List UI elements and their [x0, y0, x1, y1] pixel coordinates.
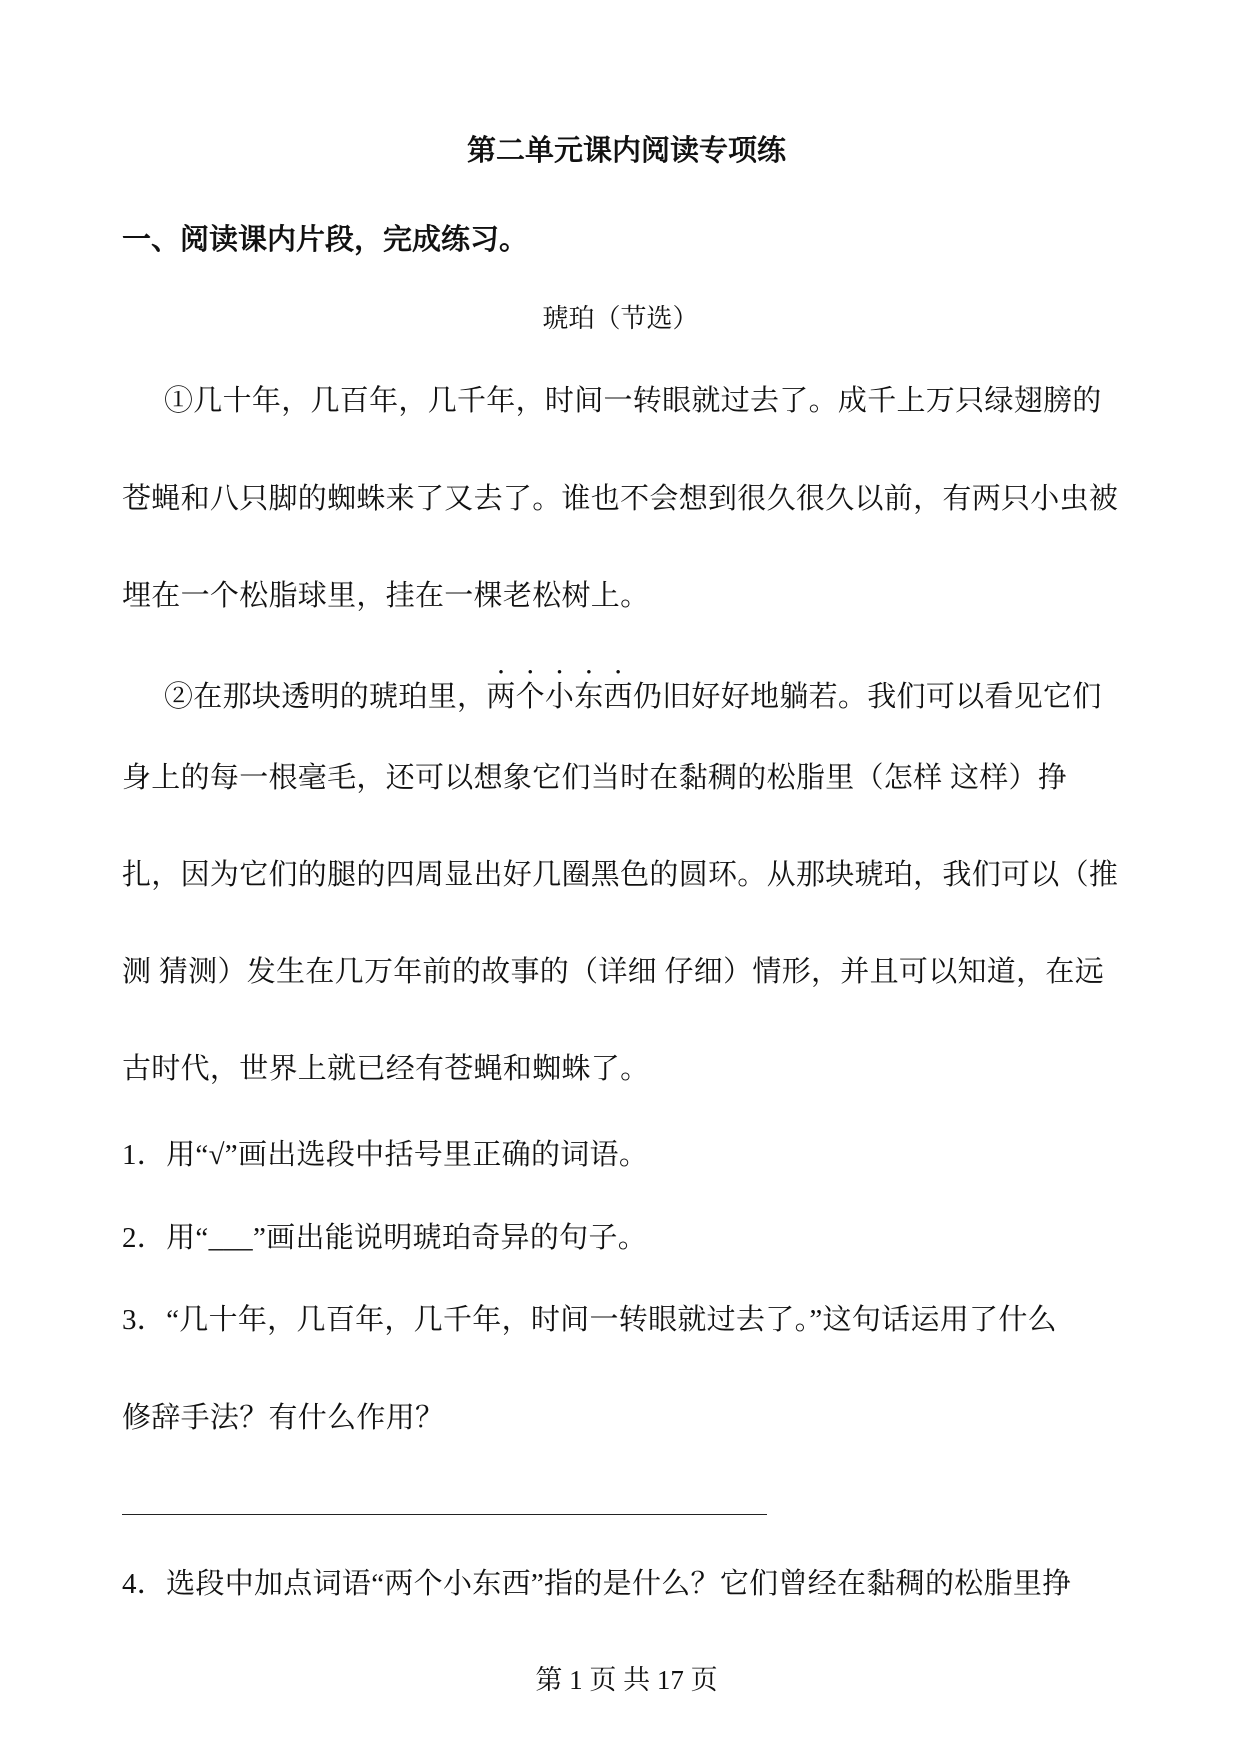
question-1: 1．用“√”画出选段中括号里正确的词语。 — [122, 1139, 649, 1171]
question-3-line-1: 3．“几十年，几百年，几千年，时间一转眼就过去了。”这句话运用了什么 — [122, 1304, 1057, 1336]
paragraph-1-line-3: 埋在一个松脂球里，挂在一棵老松树上。 — [122, 580, 650, 612]
paragraph-2-line-2: 身上的每一根毫毛，还可以想象它们当时在黏稠的松脂里（怎样 这样）挣 — [122, 762, 1068, 794]
emphasized-phrase: 两个小东西 — [486, 681, 633, 713]
paragraph-1-line-2: 苍蝇和八只脚的蜘蛛来了又去了。谁也不会想到很久很久以前，有两只小虫被 — [122, 483, 1119, 515]
paragraph-2-line-3: 扎，因为它们的腿的四周显出好几圈黑色的圆环。从那块琥珀，我们可以（推 — [122, 859, 1119, 891]
paragraph-2-line-5: 古时代，世界上就已经有苍蝇和蜘蛛了。 — [122, 1053, 650, 1085]
passage-title: 琥珀（节选） — [542, 304, 699, 333]
paragraph-1-line-1: ①几十年，几百年，几千年，时间一转眼就过去了。成千上万只绿翅膀的 — [164, 385, 1102, 417]
question-2: 2．用“___”画出能说明琥珀奇异的句子。 — [122, 1222, 648, 1254]
paragraph-2-line-1 — [164, 665, 1102, 713]
paragraph-2-text-after: 仍旧好好地躺若。我们可以看见它们 — [632, 681, 1102, 713]
section-heading: 一、阅读课内片段，完成练习。 — [122, 224, 529, 256]
answer-line — [122, 1514, 767, 1515]
question-4: 4．选段中加点词语“两个小东西”指的是什么？它们曾经在黏稠的松脂里挣 — [122, 1568, 1072, 1600]
question-3-line-2: 修辞手法？有什么作用？ — [122, 1402, 445, 1434]
paragraph-2-text-before: ②在那块透明的琥珀里， — [164, 681, 487, 713]
page-title: 第二单元课内阅读专项练 — [466, 135, 786, 167]
page-number-footer: 第 1 页 共 17 页 — [535, 1665, 718, 1695]
paragraph-2-line-4: 测 猜测）发生在几万年前的故事的（详细 仔细）情形，并且可以知道，在远 — [122, 956, 1105, 988]
